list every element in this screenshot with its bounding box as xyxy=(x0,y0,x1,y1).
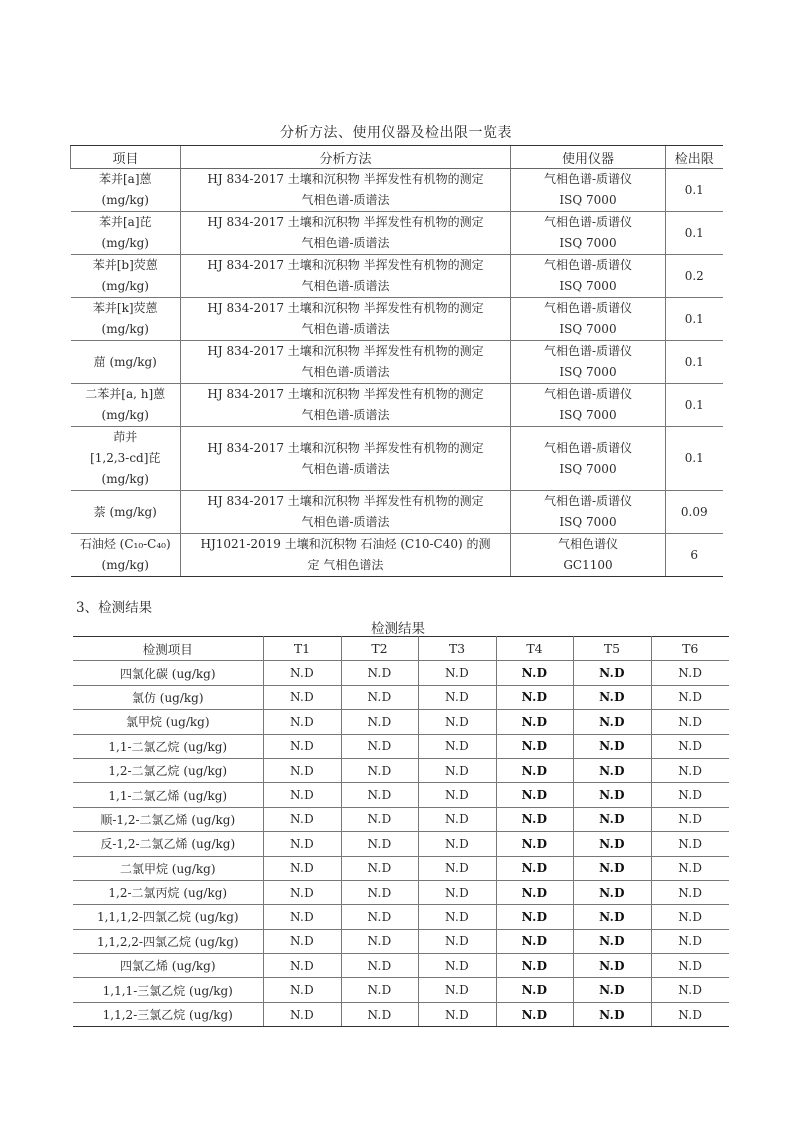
result-cell: N.D xyxy=(263,807,341,831)
test-item-cell: 1,1,2-三氯乙烷 (ug/kg) xyxy=(73,1002,263,1026)
result-cell: N.D xyxy=(573,856,651,880)
result-cell: N.D xyxy=(573,758,651,782)
result-cell: N.D xyxy=(651,905,729,929)
instrument-cell xyxy=(511,255,666,298)
method-cell-line: HJ 834-2017 土壤和沉积物 半挥发性有机物的测定 xyxy=(207,301,484,315)
item-cell-line: (mg/kg) xyxy=(101,322,149,336)
result-cell: N.D xyxy=(263,685,341,709)
result-cell: N.D xyxy=(573,783,651,807)
result-cell: N.D xyxy=(496,880,573,904)
item-cell-line: 苯并[k]荧蒽 xyxy=(92,301,158,315)
result-cell: N.D xyxy=(496,832,573,856)
results-table-row xyxy=(73,734,729,758)
methods-table xyxy=(70,145,723,577)
result-cell: N.D xyxy=(418,978,496,1002)
results-table-row xyxy=(73,783,729,807)
result-cell: N.D xyxy=(496,783,573,807)
result-cell: N.D xyxy=(573,710,651,734)
result-cell: N.D xyxy=(496,758,573,782)
header-test-item: 检测项目 xyxy=(73,637,263,661)
result-cell: N.D xyxy=(573,929,651,953)
result-cell: N.D xyxy=(263,758,341,782)
result-cell: N.D xyxy=(496,1002,573,1026)
item-cell-line: 萘 (mg/kg) xyxy=(93,504,157,519)
method-cell xyxy=(181,534,511,577)
result-cell: N.D xyxy=(651,661,729,685)
result-cell: N.D xyxy=(263,929,341,953)
instrument-cell-line: ISQ 7000 xyxy=(559,408,617,422)
result-cell: N.D xyxy=(341,832,418,856)
method-cell-line: HJ 834-2017 土壤和沉积物 半挥发性有机物的测定 xyxy=(207,387,484,401)
method-cell-line: 气相色谱-质谱法 xyxy=(301,365,390,379)
result-cell: N.D xyxy=(341,954,418,978)
result-cell: N.D xyxy=(418,929,496,953)
results-table-row xyxy=(73,685,729,709)
item-cell xyxy=(71,384,181,427)
result-cell: N.D xyxy=(263,954,341,978)
method-cell-line: 气相色谱-质谱法 xyxy=(301,236,390,250)
methods-header-row xyxy=(71,146,723,169)
test-item-cell: 1,2-二氯乙烷 (ug/kg) xyxy=(73,758,263,782)
result-cell: N.D xyxy=(651,710,729,734)
test-item-cell: 反-1,2-二氯乙烯 (ug/kg) xyxy=(73,832,263,856)
instrument-cell-line: GC1100 xyxy=(563,558,613,572)
method-cell-line: 气相色谱-质谱法 xyxy=(301,515,390,529)
result-cell: N.D xyxy=(418,710,496,734)
results-table-row xyxy=(73,710,729,734)
result-cell: N.D xyxy=(418,807,496,831)
instrument-cell-line: 气相色谱-质谱仪 xyxy=(543,258,633,272)
result-cell: N.D xyxy=(263,710,341,734)
result-cell: N.D xyxy=(496,856,573,880)
limit-cell: 0.1 xyxy=(666,341,723,384)
result-cell: N.D xyxy=(341,978,418,1002)
instrument-cell xyxy=(511,384,666,427)
item-cell-line: (mg/kg) xyxy=(101,472,149,486)
result-cell: N.D xyxy=(496,710,573,734)
instrument-cell-line: 气相色谱仪 xyxy=(557,537,618,551)
results-table-row xyxy=(73,954,729,978)
result-cell: N.D xyxy=(263,734,341,758)
result-cell: N.D xyxy=(341,685,418,709)
result-cell: N.D xyxy=(651,758,729,782)
limit-cell: 0.1 xyxy=(666,427,723,491)
result-cell: N.D xyxy=(573,1002,651,1026)
result-cell: N.D xyxy=(418,905,496,929)
item-cell xyxy=(71,212,181,255)
instrument-cell-line: ISQ 7000 xyxy=(559,515,617,529)
methods-table-row xyxy=(71,212,723,255)
result-cell: N.D xyxy=(651,1002,729,1026)
test-item-cell: 1,1-二氯乙烯 (ug/kg) xyxy=(73,783,263,807)
result-cell: N.D xyxy=(263,1002,341,1026)
result-cell: N.D xyxy=(341,710,418,734)
test-item-cell: 顺-1,2-二氯乙烯 (ug/kg) xyxy=(73,807,263,831)
instrument-cell-line: 气相色谱-质谱仪 xyxy=(543,440,633,455)
instrument-cell-line: ISQ 7000 xyxy=(559,236,617,250)
result-cell: N.D xyxy=(263,661,341,685)
result-cell: N.D xyxy=(263,978,341,1002)
test-item-cell: 1,1-二氯乙烷 (ug/kg) xyxy=(73,734,263,758)
section-title: 3、检测结果 xyxy=(76,600,153,616)
test-item-cell: 二氯甲烷 (ug/kg) xyxy=(73,856,263,880)
limit-cell: 0.1 xyxy=(666,212,723,255)
method-cell-line: HJ 834-2017 土壤和沉积物 半挥发性有机物的测定 xyxy=(207,494,484,508)
limit-cell: 0.1 xyxy=(666,384,723,427)
test-item-cell: 1,1,1-三氯乙烷 (ug/kg) xyxy=(73,978,263,1002)
result-cell: N.D xyxy=(651,954,729,978)
instrument-cell xyxy=(511,341,666,384)
result-cell: N.D xyxy=(341,880,418,904)
item-cell-line: 苯并[b]荧蒽 xyxy=(92,258,158,272)
results-table-row xyxy=(73,856,729,880)
instrument-cell xyxy=(511,534,666,577)
instrument-cell-line: 气相色谱-质谱仪 xyxy=(543,344,633,358)
results-table-row xyxy=(73,661,729,685)
results-header-row xyxy=(73,637,729,661)
result-cell: N.D xyxy=(651,783,729,807)
results-table-row xyxy=(73,929,729,953)
method-cell-line: 气相色谱-质谱法 xyxy=(301,322,390,336)
result-cell: N.D xyxy=(573,905,651,929)
method-cell-line: 气相色谱-质谱法 xyxy=(301,193,390,207)
method-cell-line: 定 气相色谱法 xyxy=(307,558,384,572)
results-table-row xyxy=(73,807,729,831)
instrument-cell xyxy=(511,169,666,212)
instrument-cell-line: ISQ 7000 xyxy=(559,365,617,379)
result-cell: N.D xyxy=(573,685,651,709)
item-cell-line: (mg/kg) xyxy=(101,279,149,293)
item-cell-line: 苯并[a]芘 xyxy=(98,215,152,229)
header-sample-t4: T4 xyxy=(496,637,573,661)
instrument-cell xyxy=(511,212,666,255)
header-limit: 检出限 xyxy=(666,146,723,169)
method-cell-line: HJ 834-2017 土壤和沉积物 半挥发性有机物的测定 xyxy=(207,258,484,272)
header-sample-t3: T3 xyxy=(418,637,496,661)
method-cell-line: HJ 834-2017 土壤和沉积物 半挥发性有机物的测定 xyxy=(207,344,484,358)
item-cell xyxy=(71,491,181,534)
result-cell: N.D xyxy=(418,758,496,782)
result-cell: N.D xyxy=(651,807,729,831)
result-cell: N.D xyxy=(263,905,341,929)
result-cell: N.D xyxy=(496,954,573,978)
result-cell: N.D xyxy=(341,1002,418,1026)
methods-table-row xyxy=(71,255,723,298)
instrument-cell xyxy=(511,491,666,534)
result-cell: N.D xyxy=(418,783,496,807)
test-item-cell: 氯甲烷 (ug/kg) xyxy=(73,710,263,734)
test-item-cell: 四氯乙烯 (ug/kg) xyxy=(73,954,263,978)
method-cell-line: 气相色谱-质谱法 xyxy=(301,279,390,293)
item-cell-line: 二苯并[a, h]蒽 xyxy=(85,387,166,401)
result-cell: N.D xyxy=(341,734,418,758)
item-cell xyxy=(71,169,181,212)
test-item-cell: 1,2-二氯丙烷 (ug/kg) xyxy=(73,880,263,904)
test-item-cell: 1,1,2,2-四氯乙烷 (ug/kg) xyxy=(73,929,263,953)
method-cell xyxy=(181,255,511,298)
result-cell: N.D xyxy=(651,856,729,880)
result-cell: N.D xyxy=(263,880,341,904)
result-cell: N.D xyxy=(651,978,729,1002)
results-table-row xyxy=(73,832,729,856)
instrument-cell-line: 气相色谱-质谱仪 xyxy=(543,387,633,401)
test-item-cell: 1,1,1,2-四氯乙烷 (ug/kg) xyxy=(73,905,263,929)
header-sample-t5: T5 xyxy=(573,637,651,661)
result-cell: N.D xyxy=(573,734,651,758)
item-cell-line: (mg/kg) xyxy=(101,193,149,207)
method-cell-line: 气相色谱-质谱法 xyxy=(301,408,390,422)
instrument-cell-line: ISQ 7000 xyxy=(559,322,617,336)
method-cell-line: HJ 834-2017 土壤和沉积物 半挥发性有机物的测定 xyxy=(207,440,484,455)
result-cell: N.D xyxy=(651,734,729,758)
result-cell: N.D xyxy=(496,807,573,831)
instrument-cell xyxy=(511,427,666,491)
instrument-cell xyxy=(511,298,666,341)
instrument-cell-line: 气相色谱-质谱仪 xyxy=(543,172,633,186)
item-cell xyxy=(71,534,181,577)
header-sample-t1: T1 xyxy=(263,637,341,661)
result-cell: N.D xyxy=(418,661,496,685)
methods-table-caption: 分析方法、使用仪器及检出限一览表 xyxy=(280,125,512,141)
item-cell-line: 䓛 (mg/kg) xyxy=(93,354,157,369)
header-item: 项目 xyxy=(71,146,181,169)
methods-table-row xyxy=(71,384,723,427)
method-cell-line: 气相色谱-质谱法 xyxy=(301,461,390,476)
result-cell: N.D xyxy=(341,783,418,807)
limit-cell: 0.2 xyxy=(666,255,723,298)
item-cell xyxy=(71,298,181,341)
result-cell: N.D xyxy=(496,734,573,758)
item-cell-line: 石油烃 (C₁₀-C₄₀) xyxy=(79,537,171,551)
result-cell: N.D xyxy=(418,832,496,856)
item-cell-line: 茚并 xyxy=(113,430,138,444)
limit-cell: 0.1 xyxy=(666,169,723,212)
results-table-row xyxy=(73,905,729,929)
result-cell: N.D xyxy=(573,978,651,1002)
result-cell: N.D xyxy=(263,856,341,880)
methods-table-row xyxy=(71,491,723,534)
header-instrument: 使用仪器 xyxy=(511,146,666,169)
item-cell-line: (mg/kg) xyxy=(101,408,149,422)
instrument-cell-line: 气相色谱-质谱仪 xyxy=(543,215,633,229)
instrument-cell-line: ISQ 7000 xyxy=(559,461,617,476)
limit-cell: 0.1 xyxy=(666,298,723,341)
item-cell xyxy=(71,255,181,298)
results-table xyxy=(73,636,729,1027)
method-cell-line: HJ 834-2017 土壤和沉积物 半挥发性有机物的测定 xyxy=(207,172,484,186)
item-cell-line: 苯并[a]蒽 xyxy=(98,172,152,186)
results-table-row xyxy=(73,758,729,782)
methods-table-row xyxy=(71,341,723,384)
result-cell: N.D xyxy=(341,807,418,831)
methods-table-row xyxy=(71,427,723,491)
result-cell: N.D xyxy=(496,905,573,929)
result-cell: N.D xyxy=(418,856,496,880)
limit-cell: 0.09 xyxy=(666,491,723,534)
methods-table-row xyxy=(71,169,723,212)
result-cell: N.D xyxy=(263,832,341,856)
methods-table-row xyxy=(71,534,723,577)
result-cell: N.D xyxy=(418,954,496,978)
result-cell: N.D xyxy=(573,880,651,904)
results-table-row xyxy=(73,880,729,904)
results-table-row xyxy=(73,1002,729,1026)
results-table-row xyxy=(73,978,729,1002)
method-cell xyxy=(181,341,511,384)
test-item-cell: 四氯化碳 (ug/kg) xyxy=(73,661,263,685)
header-sample-t2: T2 xyxy=(341,637,418,661)
results-table-caption: 检测结果 xyxy=(371,621,425,637)
instrument-cell-line: ISQ 7000 xyxy=(559,193,617,207)
result-cell: N.D xyxy=(651,685,729,709)
method-cell-line: HJ1021-2019 土壤和沉积物 石油烃 (C10-C40) 的测 xyxy=(200,537,491,551)
result-cell: N.D xyxy=(418,1002,496,1026)
result-cell: N.D xyxy=(341,929,418,953)
instrument-cell-line: 气相色谱-质谱仪 xyxy=(543,494,633,508)
result-cell: N.D xyxy=(651,929,729,953)
result-cell: N.D xyxy=(496,978,573,1002)
result-cell: N.D xyxy=(651,880,729,904)
method-cell xyxy=(181,169,511,212)
result-cell: N.D xyxy=(418,880,496,904)
item-cell-line: [1,2,3-cd]芘 xyxy=(90,451,161,465)
result-cell: N.D xyxy=(496,929,573,953)
result-cell: N.D xyxy=(418,734,496,758)
result-cell: N.D xyxy=(651,832,729,856)
method-cell xyxy=(181,427,511,491)
result-cell: N.D xyxy=(341,661,418,685)
instrument-cell-line: 气相色谱-质谱仪 xyxy=(543,301,633,315)
result-cell: N.D xyxy=(341,905,418,929)
result-cell: N.D xyxy=(341,758,418,782)
method-cell xyxy=(181,298,511,341)
header-sample-t6: T6 xyxy=(651,637,729,661)
item-cell xyxy=(71,341,181,384)
methods-table-row xyxy=(71,298,723,341)
result-cell: N.D xyxy=(496,685,573,709)
result-cell: N.D xyxy=(263,783,341,807)
item-cell xyxy=(71,427,181,491)
result-cell: N.D xyxy=(573,954,651,978)
result-cell: N.D xyxy=(418,685,496,709)
method-cell xyxy=(181,212,511,255)
result-cell: N.D xyxy=(573,807,651,831)
method-cell xyxy=(181,384,511,427)
result-cell: N.D xyxy=(573,832,651,856)
result-cell: N.D xyxy=(341,856,418,880)
instrument-cell-line: ISQ 7000 xyxy=(559,279,617,293)
result-cell: N.D xyxy=(573,661,651,685)
item-cell-line: (mg/kg) xyxy=(101,236,149,250)
result-cell: N.D xyxy=(496,661,573,685)
test-item-cell: 氯仿 (ug/kg) xyxy=(73,685,263,709)
item-cell-line: (mg/kg) xyxy=(101,558,149,572)
method-cell-line: HJ 834-2017 土壤和沉积物 半挥发性有机物的测定 xyxy=(207,215,484,229)
method-cell xyxy=(181,491,511,534)
limit-cell: 6 xyxy=(666,534,723,577)
header-method: 分析方法 xyxy=(181,146,511,169)
